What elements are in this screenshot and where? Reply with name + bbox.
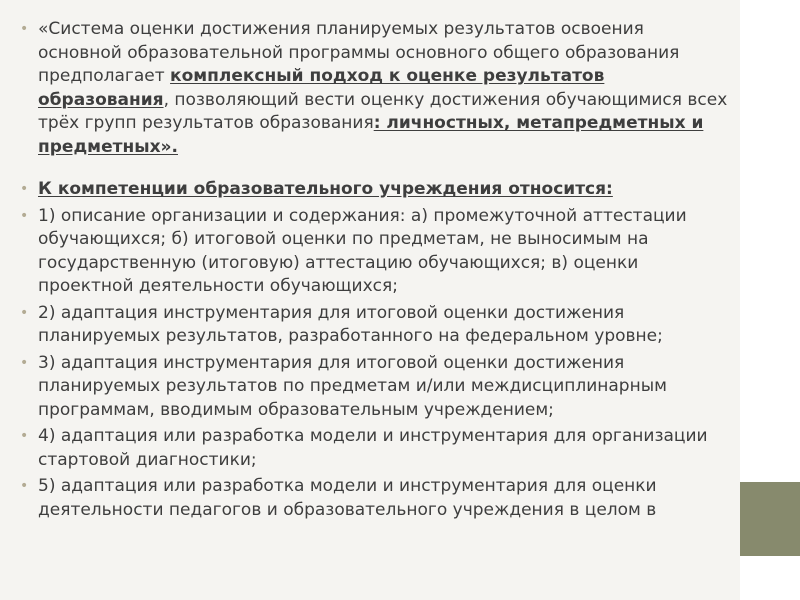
list-item-text: 2) адаптация инструментария для итоговой оценки достижения планируемых результатов, разработанного на федеральном уровне; xyxy=(38,302,663,346)
decor-panel-top xyxy=(740,0,800,482)
list-item xyxy=(20,205,730,299)
section-heading xyxy=(20,178,730,202)
list-item xyxy=(20,352,730,423)
bullet-icon: • xyxy=(20,428,29,444)
bullet-icon: • xyxy=(20,207,29,224)
list-item xyxy=(20,302,730,349)
list-item-text: 3) адаптация инструментария для итоговой оценки достижения планируемых результатов по предметам и/или междисциплинарным программам, вводимым образовательным учреждением; xyxy=(38,352,667,420)
bullet-icon: • xyxy=(20,478,29,494)
right-decor-panel xyxy=(740,0,800,600)
section-heading-text: К компетенции образовательного учреждения относится: xyxy=(38,179,613,199)
intro-text-continued: , позволяющий вести оценку достижения обучающимися всех трёх групп результатов образования xyxy=(38,89,728,133)
intro-emphasis-approach: комплексный подход к оценке результатов образования xyxy=(38,66,605,110)
intro-text: «Система оценки достижения планируемых результатов освоения основной образовательной программы основного общего образования предполагает xyxy=(38,19,680,86)
slide-body xyxy=(20,18,730,525)
list-item xyxy=(20,425,730,472)
list-item xyxy=(20,475,730,522)
intro-paragraph xyxy=(20,18,730,159)
list-item-text: 5) адаптация или разработка модели и инструментария для оценки деятельности педагогов и образовательного учреждения в целом в xyxy=(38,476,657,520)
list-item-text: 4) адаптация или разработка модели и инструментария для организации стартовой диагностики; xyxy=(38,426,708,470)
intro-emphasis-results: : личностных, метапредметных и предметных». xyxy=(38,113,704,157)
decor-panel-bottom xyxy=(740,556,800,600)
bullet-icon: • xyxy=(20,21,29,37)
decor-accent-block xyxy=(740,482,800,556)
bullet-icon: • xyxy=(20,354,29,371)
list-item-text: 1) описание организации и содержания: а) промежуточной аттестации обучающихся; б) итоговой оценки по предметам, не выносимым на государственную (итоговую) аттестацию обучающихся; в) оценки проектной деятельности обучающихся; xyxy=(38,205,687,296)
bullet-icon: • xyxy=(20,304,29,321)
bullet-icon: • xyxy=(20,181,29,197)
